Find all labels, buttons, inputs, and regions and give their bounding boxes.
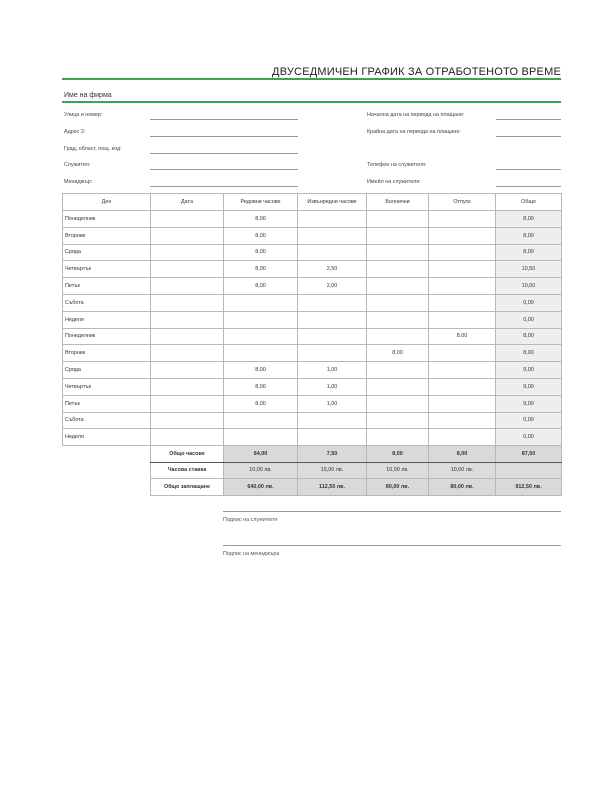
overtime-cell[interactable] (298, 294, 367, 311)
sick-cell[interactable] (367, 244, 429, 261)
end-date-input[interactable] (496, 136, 561, 137)
vacation-cell[interactable] (429, 412, 496, 429)
vacation-cell[interactable] (429, 362, 496, 379)
total-pay-row (151, 479, 562, 496)
total-cell: 9,00 (496, 378, 562, 395)
table-row (63, 278, 562, 295)
vacation-cell[interactable] (429, 244, 496, 261)
rate-sick[interactable]: 10,00 лв. (367, 462, 429, 479)
total-cell: 0,00 (496, 294, 562, 311)
street-label: Улица и номер: (64, 112, 103, 118)
table-row (63, 261, 562, 278)
total-cell: 8,00 (496, 227, 562, 244)
table-row (63, 362, 562, 379)
vacation-cell[interactable] (429, 211, 496, 228)
regular-cell[interactable]: 8,00 (224, 395, 298, 412)
employee-signature-label: Подпис на служителя (223, 517, 278, 523)
day-cell: Понеделник (63, 328, 151, 345)
total-cell: 8,00 (496, 211, 562, 228)
total-cell: 10,00 (496, 278, 562, 295)
vacation-cell[interactable] (429, 278, 496, 295)
day-cell: Четвъртък (63, 378, 151, 395)
sick-cell[interactable] (367, 261, 429, 278)
address2-label: Адрес 2: (64, 129, 86, 135)
date-cell[interactable] (151, 378, 224, 395)
table-row (63, 211, 562, 228)
regular-cell[interactable]: 8,00 (224, 244, 298, 261)
day-cell: Четвъртък (63, 261, 151, 278)
total-hours-label: Общо часове (151, 446, 224, 463)
table-row (63, 345, 562, 362)
col-overtime: Извънредни часове (298, 194, 367, 211)
overtime-cell[interactable] (298, 211, 367, 228)
regular-cell[interactable] (224, 412, 298, 429)
rate-regular[interactable]: 10,00 лв. (224, 462, 298, 479)
total-pay-label: Общо заплащане (151, 479, 224, 496)
grand-total-pay: 912,50 лв. (496, 479, 562, 496)
employee-phone-input[interactable] (496, 169, 561, 170)
regular-cell[interactable] (224, 294, 298, 311)
regular-cell[interactable]: 8,00 (224, 261, 298, 278)
col-date: Дата (151, 194, 224, 211)
manager-signature-line[interactable] (223, 545, 561, 546)
total-cell: 9,00 (496, 395, 562, 412)
overtime-cell[interactable] (298, 311, 367, 328)
table-row (63, 395, 562, 412)
table-row (63, 429, 562, 446)
total-hours-row (151, 446, 562, 463)
employee-email-label: Имейл на служителя: (367, 179, 421, 185)
day-cell: Вторник (63, 227, 151, 244)
pay-vacation: 80,00 лв. (429, 479, 496, 496)
day-cell: Петък (63, 395, 151, 412)
total-cell: 0,00 (496, 429, 562, 446)
day-cell: Неделя (63, 311, 151, 328)
date-cell[interactable] (151, 412, 224, 429)
regular-cell[interactable]: 8,00 (224, 227, 298, 244)
sick-cell[interactable] (367, 311, 429, 328)
manager-input[interactable] (150, 186, 298, 187)
employee-signature-line[interactable] (223, 511, 561, 512)
overtime-cell[interactable] (298, 345, 367, 362)
date-cell[interactable] (151, 227, 224, 244)
rate-row (151, 462, 562, 479)
address2-input[interactable] (150, 136, 298, 137)
sick-cell[interactable] (367, 429, 429, 446)
pay-overtime: 112,50 лв. (298, 479, 367, 496)
regular-cell[interactable] (224, 429, 298, 446)
pay-sick: 80,00 лв. (367, 479, 429, 496)
vacation-cell[interactable] (429, 345, 496, 362)
regular-cell[interactable]: 8,00 (224, 278, 298, 295)
overtime-cell[interactable]: 1,00 (298, 378, 367, 395)
col-vacation: Отпуск (429, 194, 496, 211)
company-name[interactable]: Име на фирма (64, 92, 112, 99)
sick-cell[interactable] (367, 294, 429, 311)
overtime-cell[interactable] (298, 429, 367, 446)
total-cell: 8,00 (496, 345, 562, 362)
manager-signature-label: Подпис на мениджъра (223, 551, 280, 557)
total-cell: 8,00 (496, 328, 562, 345)
total-cell: 0,00 (496, 412, 562, 429)
date-cell[interactable] (151, 211, 224, 228)
sick-cell[interactable] (367, 412, 429, 429)
overtime-cell[interactable]: 1,00 (298, 395, 367, 412)
city-input[interactable] (150, 153, 298, 154)
date-cell[interactable] (151, 328, 224, 345)
employee-input[interactable] (150, 169, 298, 170)
pay-regular: 640,00 лв. (224, 479, 298, 496)
overtime-cell[interactable] (298, 227, 367, 244)
title-divider (62, 78, 561, 80)
date-cell[interactable] (151, 429, 224, 446)
col-total: Общо (496, 194, 562, 211)
start-date-input[interactable] (496, 119, 561, 120)
table-row (63, 378, 562, 395)
overtime-cell[interactable] (298, 328, 367, 345)
regular-cell[interactable]: 8,00 (224, 378, 298, 395)
total-regular-hours: 64,00 (224, 446, 298, 463)
day-cell: Събота (63, 412, 151, 429)
regular-cell[interactable] (224, 328, 298, 345)
day-cell: Събота (63, 294, 151, 311)
overtime-cell[interactable] (298, 244, 367, 261)
vacation-cell[interactable]: 8,00 (429, 328, 496, 345)
regular-cell[interactable]: 8,00 (224, 362, 298, 379)
vacation-cell[interactable] (429, 261, 496, 278)
day-cell: Петък (63, 278, 151, 295)
rate-label: Часова ставка (151, 462, 224, 479)
date-cell[interactable] (151, 244, 224, 261)
sick-cell[interactable] (367, 227, 429, 244)
table-row (63, 294, 562, 311)
sick-cell[interactable] (367, 211, 429, 228)
col-day: Ден (63, 194, 151, 211)
total-cell: 10,50 (496, 261, 562, 278)
table-row (63, 328, 562, 345)
day-cell: Вторник (63, 345, 151, 362)
regular-cell[interactable] (224, 311, 298, 328)
total-cell: 0,00 (496, 311, 562, 328)
employee-phone-label: Телефон на служителя: (367, 162, 427, 168)
date-cell[interactable] (151, 278, 224, 295)
page-title: ДВУСЕДМИЧЕН ГРАФИК ЗА ОТРАБОТЕНОТО ВРЕМЕ (272, 66, 561, 78)
start-date-label: Начална дата на периода на плащане: (367, 112, 465, 118)
regular-cell[interactable]: 8,00 (224, 211, 298, 228)
sick-cell[interactable]: 8,00 (367, 345, 429, 362)
table-row (63, 244, 562, 261)
street-input[interactable] (150, 119, 298, 120)
company-divider (62, 101, 561, 103)
sick-cell[interactable] (367, 378, 429, 395)
summary-table (150, 445, 562, 496)
table-row (63, 412, 562, 429)
col-regular: Редовни часове (224, 194, 298, 211)
total-sick-hours: 8,00 (367, 446, 429, 463)
vacation-cell[interactable] (429, 311, 496, 328)
rate-overtime[interactable]: 15,00 лв. (298, 462, 367, 479)
sick-cell[interactable] (367, 362, 429, 379)
col-sick: Болнични (367, 194, 429, 211)
regular-cell[interactable] (224, 345, 298, 362)
table-header-row (63, 194, 562, 211)
overtime-cell[interactable]: 2,00 (298, 278, 367, 295)
vacation-cell[interactable] (429, 294, 496, 311)
table-row (63, 311, 562, 328)
day-cell: Сряда (63, 244, 151, 261)
rate-vacation[interactable]: 10,00 лв. (429, 462, 496, 479)
day-cell: Неделя (63, 429, 151, 446)
date-cell[interactable] (151, 261, 224, 278)
employee-label: Служител: (64, 162, 91, 168)
date-cell[interactable] (151, 395, 224, 412)
vacation-cell[interactable] (429, 378, 496, 395)
day-cell: Понеделник (63, 211, 151, 228)
grand-total-hours: 87,50 (496, 446, 562, 463)
date-cell[interactable] (151, 362, 224, 379)
sick-cell[interactable] (367, 278, 429, 295)
vacation-cell[interactable] (429, 429, 496, 446)
total-overtime-hours: 7,50 (298, 446, 367, 463)
employee-email-input[interactable] (496, 186, 561, 187)
table-row (63, 227, 562, 244)
total-cell: 9,00 (496, 362, 562, 379)
vacation-cell[interactable] (429, 227, 496, 244)
sick-cell[interactable] (367, 328, 429, 345)
day-cell: Сряда (63, 362, 151, 379)
total-vacation-hours: 8,00 (429, 446, 496, 463)
sick-cell[interactable] (367, 395, 429, 412)
city-label: Град, област, пощ. код: (64, 146, 122, 152)
overtime-cell[interactable]: 1,00 (298, 362, 367, 379)
overtime-cell[interactable] (298, 412, 367, 429)
date-cell[interactable] (151, 294, 224, 311)
timesheet-table (62, 193, 562, 446)
total-cell: 8,00 (496, 244, 562, 261)
vacation-cell[interactable] (429, 395, 496, 412)
manager-label: Мениджър: (64, 179, 93, 185)
date-cell[interactable] (151, 311, 224, 328)
overtime-cell[interactable]: 2,50 (298, 261, 367, 278)
end-date-label: Крайна дата на периода на плащане: (367, 129, 461, 135)
date-cell[interactable] (151, 345, 224, 362)
rate-total (496, 462, 562, 479)
